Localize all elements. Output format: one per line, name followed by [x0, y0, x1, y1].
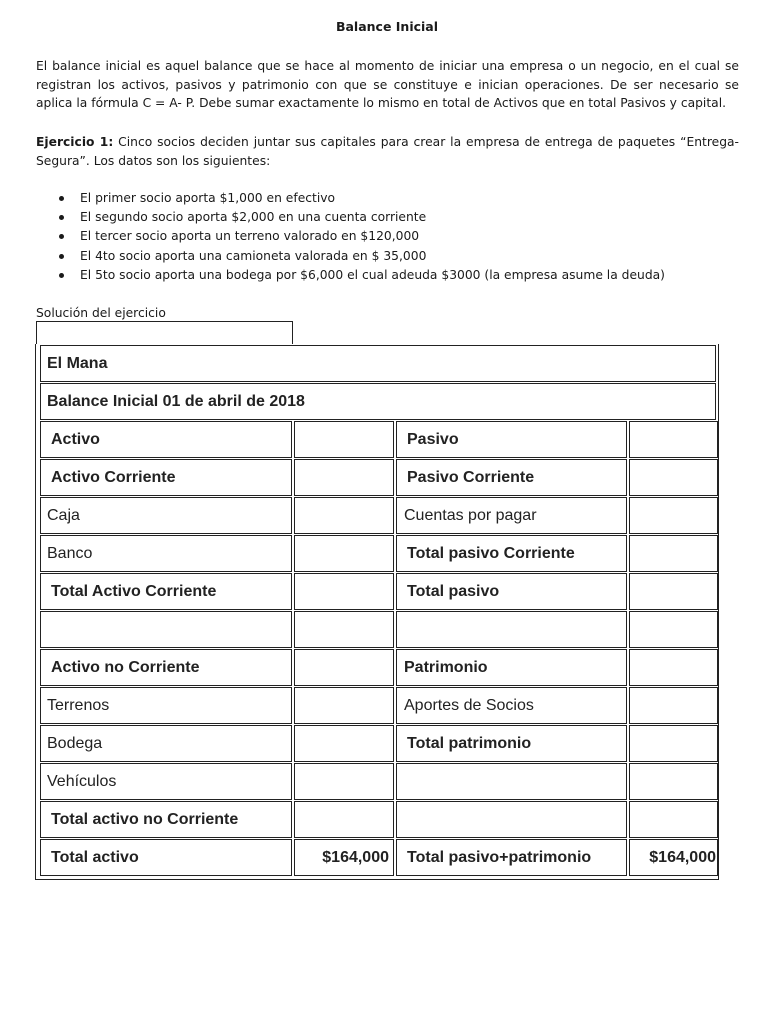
contribution-list	[58, 189, 748, 285]
right-label-cell: Cuentas por pagar	[396, 497, 627, 534]
right-value-cell	[629, 535, 718, 572]
right-value-cell: $164,000	[629, 839, 718, 876]
right-value-cell	[629, 421, 718, 458]
left-value-cell	[294, 497, 394, 534]
right-label-cell	[396, 801, 627, 838]
left-value-cell	[294, 535, 394, 572]
right-value-cell	[629, 649, 718, 686]
left-label-cell: Activo	[40, 421, 292, 458]
left-label-cell: Terrenos	[40, 687, 292, 724]
exercise-paragraph	[36, 133, 739, 170]
left-label-cell: Total activo	[40, 839, 292, 876]
right-value-cell	[629, 725, 718, 762]
list-item: El tercer socio aporta un terreno valorado en $120,000	[58, 227, 748, 246]
solution-label: Solución del ejercicio	[36, 306, 166, 320]
right-value-cell	[629, 573, 718, 610]
right-label-cell: Total patrimonio	[396, 725, 627, 762]
right-value-cell	[629, 687, 718, 724]
right-label-cell: Total pasivo Corriente	[396, 535, 627, 572]
left-label-cell: Vehículos	[40, 763, 292, 800]
right-label-cell: Total pasivo+patrimonio	[396, 839, 627, 876]
right-label-cell: Patrimonio	[396, 649, 627, 686]
left-value-cell	[294, 687, 394, 724]
right-label-cell	[396, 611, 627, 648]
left-label-cell: Activo no Corriente	[40, 649, 292, 686]
list-item: El 5to socio aporta una bodega por $6,000 el cual adeuda $3000 (la empresa asume la deuda)	[58, 266, 748, 285]
list-item: El primer socio aporta $1,000 en efectivo	[58, 189, 748, 208]
left-label-cell: Banco	[40, 535, 292, 572]
exercise-label: Ejercicio 1:	[36, 135, 114, 149]
right-value-cell	[629, 763, 718, 800]
list-item: El 4to socio aporta una camioneta valorada en $ 35,000	[58, 247, 748, 266]
left-value-cell	[294, 611, 394, 648]
left-value-cell	[294, 459, 394, 496]
left-label-cell: Caja	[40, 497, 292, 534]
left-value-cell	[294, 801, 394, 838]
exercise-text: Cinco socios deciden juntar sus capitales para crear la empresa de entrega de paquetes “Entrega-Segura”. Los datos son los siguientes:	[36, 135, 739, 168]
right-value-cell	[629, 611, 718, 648]
right-label-cell	[396, 763, 627, 800]
left-label-cell: Activo Corriente	[40, 459, 292, 496]
right-value-cell	[629, 801, 718, 838]
left-value-cell: $164,000	[294, 839, 394, 876]
balance-heading-cell: Balance Inicial 01 de abril de 2018	[40, 383, 716, 420]
document-title: Balance Inicial	[335, 19, 439, 34]
intro-paragraph: El balance inicial es aquel balance que se hace al momento de iniciar una empresa o un negocio, en el cual se registran los activos, pasivos y patrimonio con que se constituye e inician operaciones. De ser necesario se aplica la fórmula C = A- P. Debe sumar exactamente lo mismo en total de Activos que en total Pasivos y capital.	[36, 59, 739, 110]
right-value-cell	[629, 497, 718, 534]
left-label-cell: Total Activo Corriente	[40, 573, 292, 610]
left-value-cell	[294, 421, 394, 458]
left-value-cell	[294, 649, 394, 686]
solution-tab-box	[36, 321, 293, 344]
left-value-cell	[294, 573, 394, 610]
list-item: El segundo socio aporta $2,000 en una cuenta corriente	[58, 208, 748, 227]
right-value-cell	[629, 459, 718, 496]
company-name-cell: El Mana	[40, 345, 716, 382]
left-label-cell: Total activo no Corriente	[40, 801, 292, 838]
left-label-cell	[40, 611, 292, 648]
right-label-cell: Pasivo	[396, 421, 627, 458]
right-label-cell: Total pasivo	[396, 573, 627, 610]
left-value-cell	[294, 725, 394, 762]
left-label-cell: Bodega	[40, 725, 292, 762]
right-label-cell: Pasivo Corriente	[396, 459, 627, 496]
right-label-cell: Aportes de Socios	[396, 687, 627, 724]
left-value-cell	[294, 763, 394, 800]
